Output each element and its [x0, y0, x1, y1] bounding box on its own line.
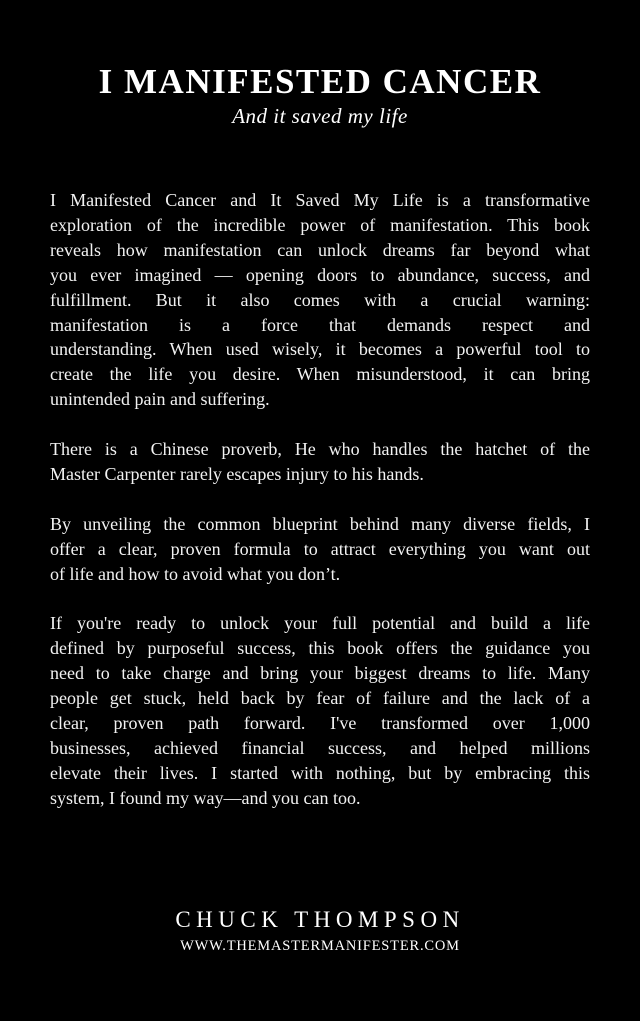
- blurb-line: offer a clear, proven formula to attract everything you want out: [50, 538, 590, 559]
- blurb-line: clear, proven path forward. I've transformed over 1,000: [50, 712, 590, 733]
- blurb-line: need to take charge and bring your biggest dreams to life. Many: [50, 663, 590, 684]
- book-subtitle: And it saved my life: [232, 104, 408, 128]
- blurb-line: you ever imagined — opening doors to abundance, success, and: [50, 264, 590, 285]
- blurb-line: of life and how to avoid what you don’t.: [50, 563, 341, 584]
- blurb-line: fulfillment. But it also comes with a crucial warning:: [50, 289, 590, 310]
- author-name: CHUCK THOMPSON: [175, 907, 465, 932]
- blurb-line: Master Carpenter rarely escapes injury to his hands.: [50, 463, 424, 484]
- blurb-line: understanding. When used wisely, it becomes a powerful tool to: [50, 339, 590, 360]
- blurb-line: people get stuck, held back by fear of failure and the lack of a: [50, 688, 590, 709]
- blurb-line: I Manifested Cancer and It Saved My Life is a transformative: [50, 190, 590, 210]
- blurb-line: manifestation is a force that demands respect and: [50, 314, 590, 335]
- blurb-paragraph: [50, 512, 590, 587]
- blurb-line: By unveiling the common blueprint behind many diverse fields, I: [50, 513, 590, 534]
- blurb-line: exploration of the incredible power of manifestation. This book: [50, 214, 590, 235]
- blurb-line: If you're ready to unlock your full potential and build a life: [50, 613, 590, 634]
- blurb-line: create the life you desire. When misunderstood, it can bring: [50, 364, 590, 385]
- blurb-line: elevate their lives. I started with nothing, but by embracing this: [50, 762, 590, 783]
- book-title: I MANIFESTED CANCER: [98, 62, 542, 101]
- blurb-line: There is a Chinese proverb, He who handles the hatchet of the: [50, 439, 590, 460]
- blurb-line: defined by purposeful success, this book offers the guidance you: [50, 638, 590, 659]
- blurb: [50, 188, 590, 836]
- blurb-line: unintended pain and suffering.: [50, 389, 270, 410]
- blurb-line: reveals how manifestation can unlock dreams far beyond what: [50, 239, 590, 260]
- blurb-paragraph: [50, 188, 590, 412]
- author-website: WWW.THEMASTERMANIFESTER.COM: [180, 938, 460, 954]
- blurb-line: system, I found my way—and you can too.: [50, 787, 361, 808]
- blurb-paragraph: [50, 611, 590, 810]
- blurb-line: businesses, achieved financial success, and helped millions: [50, 737, 590, 758]
- blurb-paragraph: [50, 437, 590, 487]
